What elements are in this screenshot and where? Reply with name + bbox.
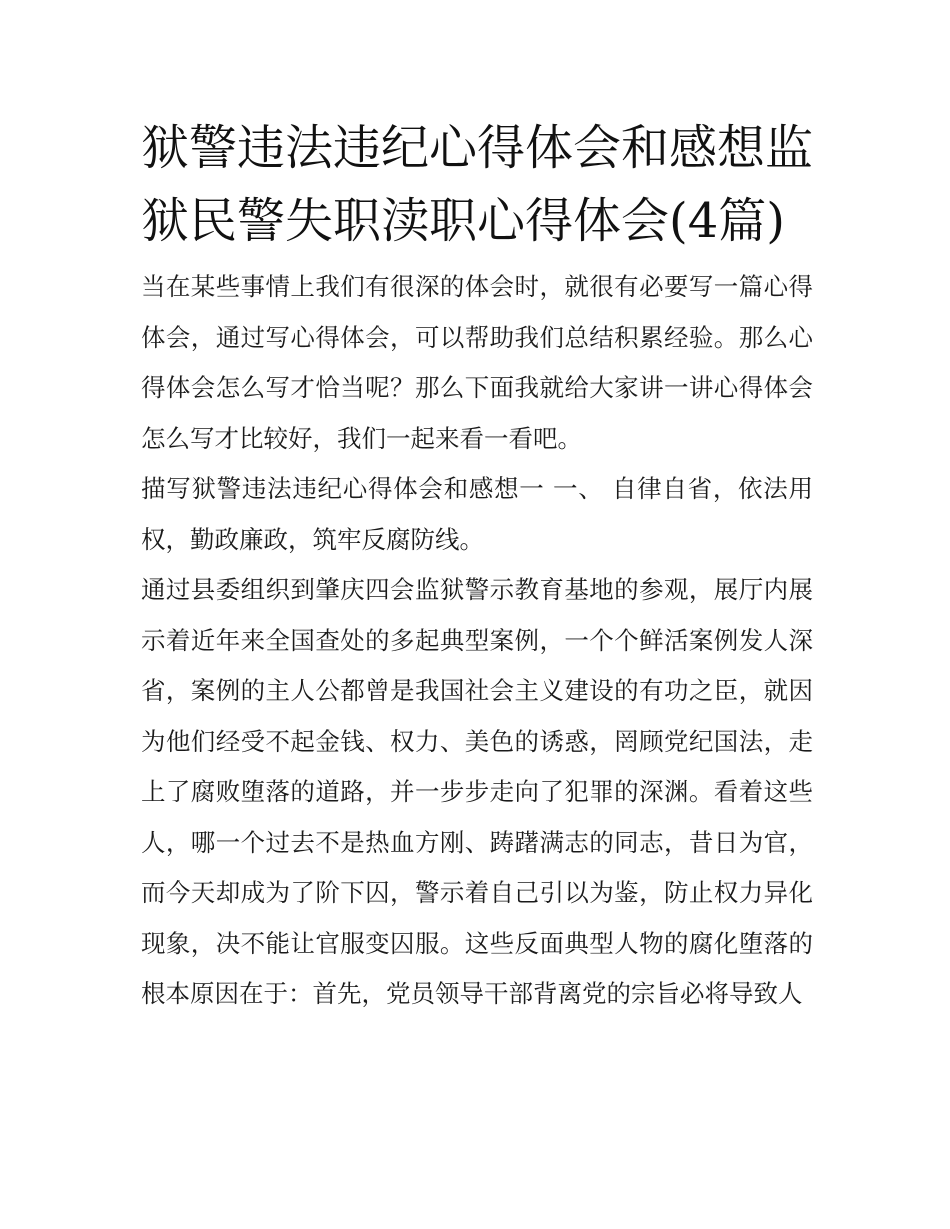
document-body [141, 112, 813, 1020]
paragraph-body: 通过县委组织到肇庆四会监狱警示教育基地的参观，展厅内展示着近年来全国查处的多起典型案例，一个个鲜活案例发人深省，案例的主人公都曾是我国社会主义建设的有功之臣，就因为他们经受不起金钱、权力、美色的诱惑，罔顾党纪国法，走上了腐败堕落的道路，并一步步走向了犯罪的深渊。看着这些人，哪一个过去不是热血方刚、踌躇满志的同志，昔日为官，而今天却成为了阶下囚，警示着自己引以为鉴，防止权力异化现象，决不能让官服变囚服。这些反面典型人物的腐化堕落的根本原因在于：首先，党员领导干部背离党的宗旨必将导致人 [141, 575, 813, 1008]
document-title: 狱警违法违纪心得体会和感想监狱民警失职渎职心得体会(4篇) [141, 120, 814, 249]
paragraph-section-heading: 描写狱警违法违纪心得体会和感想一 一、 自律自省，依法用权，勤政廉政，筑牢反腐防线。 [141, 474, 813, 554]
paragraph-intro: 当在某些事情上我们有很深的体会时，就很有必要写一篇心得体会，通过写心得体会，可以帮助我们总结积累经验。那么心得体会怎么写才恰当呢？那么下面我就给大家讲一讲心得体会怎么写才比较好，我们一起来看一看吧。 [141, 272, 813, 453]
